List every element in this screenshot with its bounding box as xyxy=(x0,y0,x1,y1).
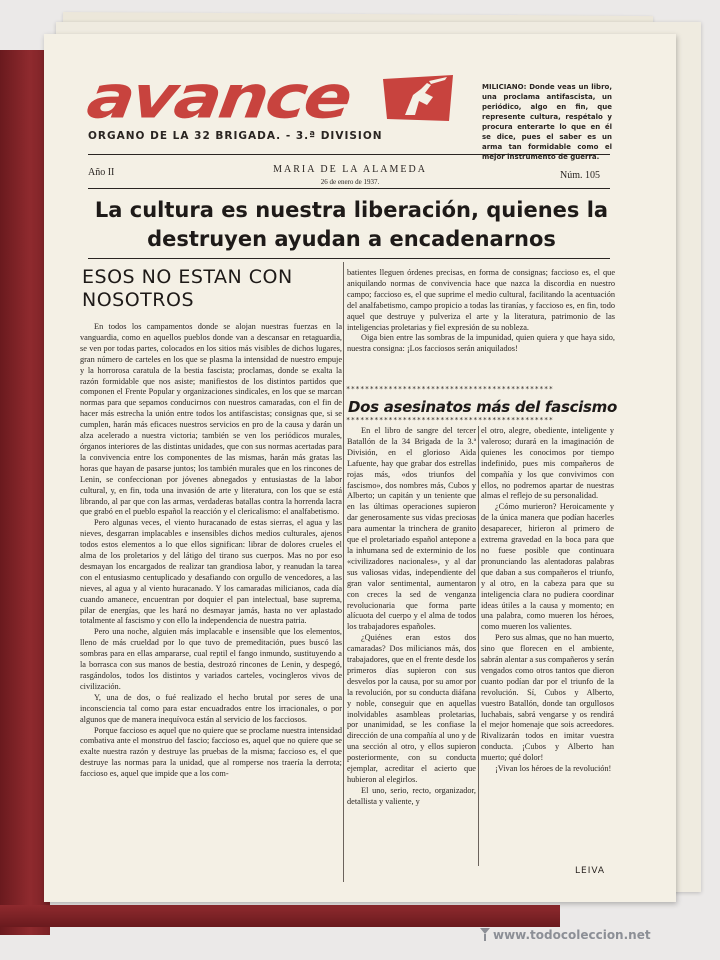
article2-title: Dos asesinatos más del fascismo xyxy=(348,398,617,416)
watermark-logo-icon xyxy=(478,926,492,942)
column-divider xyxy=(343,262,344,882)
author-signature: LEIVA xyxy=(575,866,606,876)
masthead-note: MILICIANO: Donde veas un libro, una proclama antifascista, un periódico, algo en fin, que represente cultura, respétalo y procura enterarte lo que en él se dice, pues el saber es un arma tan formidable como el mejor instrumento de guerra. xyxy=(482,83,612,161)
star-separator: ******************************************** xyxy=(346,385,554,393)
main-headline: La cultura es nuestra liberación, quienes la destruyen ayudan a encadenarnos xyxy=(94,198,609,251)
dateline-number: Núm. 105 xyxy=(560,170,600,181)
article1-paragraph: Y, una de dos, o fué realizado el hecho brutal por seres de una inconsciencia tal como para estar encuadrados entre los irracionales, o por algunos que de manera inequívoca están al servicio de los facciosos. xyxy=(80,692,342,724)
article2-paragraph: El uno, serio, recto, organizador, detallista y valiente, y xyxy=(347,785,476,806)
watermark-text: www.todocoleccion.net xyxy=(493,928,651,942)
article1-continuation xyxy=(347,268,615,355)
dateline-date: 26 de enero de 1937. xyxy=(320,178,380,186)
dateline-top-rule xyxy=(88,154,610,155)
article2-column-a xyxy=(347,426,476,808)
dateline-place: MARIA DE LA ALAMEDA xyxy=(273,164,427,175)
article1-body xyxy=(80,322,342,780)
column-divider xyxy=(478,426,479,866)
article1-paragraph: Pero algunas veces, el viento huracanado de estas sierras, el agua y las nieves, desgarran implacables e insensibles dichos medios culturales, ajenos todos estos elementos a lo que ellos significan: librar de dolores crueles el alma de los proletarios y del látigo del tirano sus cuerpos. Mas no por eso desmayan los encargados de realizar tan grandiosa labor, y reanudan la tarea con el entusiasmo centuplicado y desafiando con orgullo de vencedores, a las nieves, al agua y al viento huracanado. Y los camaradas milicianos, cada día cuando amanece, encuentran por doquier el pan intelectual, base suprema, pilar de energías, que les hará no desmayar jamás, hasta no ver aplastado totalmente al fascismo y con ello la independencia de nuestra patria. xyxy=(80,518,342,626)
binder-edge xyxy=(0,905,560,927)
article1-title: ESOS NO ESTAN CON NOSOTROS xyxy=(82,266,293,311)
star-separator: ******************************************** xyxy=(346,416,554,424)
article2-column-b xyxy=(481,426,614,775)
masthead-logo: avance xyxy=(83,62,354,132)
dateline-year: Año II xyxy=(88,167,115,178)
headline-rule xyxy=(88,258,610,259)
soldier-emblem-icon xyxy=(383,75,453,121)
article1-paragraph: En todos los campamentos donde se alojan nuestras fuerzas en la vanguardia, como en aquellos pueblos donde van a descansar en retaguardia, se ven por todas partes, colocados en los sitios más visibles de dichos lugares, gran número de carteles en los que se plasma la intensidad de nuestro empuje y la horrorosa caratula de la bestia fascista; proclamas, donde se exalta la razón formidable que nos asiste; manifiestos de los distintos partidos que componen el Frente Popular y organizaciones sindicales, en los que se marcan normas para que sepamos conducirnos con nuestros camaradas, con el fin de hacer más estrecha la unión entre todos los antifascistas; consignas que, si se cumplen, harán más eficaces nuestros servicios en pro de la causa y darán un alza acelerado a nuestra victoria; también se ven los periódicos murales, órganos interiores de las distintas unidades, que con sus normas acertadas para la convivencia entre los componentes de las mismas, harán más gratas las horas que hayan de pasarse juntos; los también murales que en los rincones de Lenin, se confeccionan por jóvenes abnegados y entusiastas de la labor cultural, y, en fin, toda una invasión de arte y literatura, con los que se está librando, al par que con las armas, verdaderas batallas contra la horrenda lacra que grabó en el pueblo español la reacción y el clericalismo: el analfabetismo. xyxy=(80,322,342,517)
dateline-bottom-rule xyxy=(88,188,610,189)
article1-continued-text: batientes lleguen órdenes precisas, en forma de consignas; faccioso es, el que aniquilando normas de convivencia hace que nazca la discordia en nuestro campo; faccioso es, el que suprime el medio cultural, facilitando la acentuación del analfabetismo, campo propicio a todas las tiranías, y faccioso es, en fin, todo aquel que destruye y pulveriza el arte y la literatura, patrimonio de las inteligencias proletarias y fiel expresión de su nobleza. xyxy=(347,268,615,332)
article2-paragraph: ¡Vivan los héroes de la revolución! xyxy=(495,764,612,774)
article2-paragraph: el otro, alegre, obediente, inteligente y valeroso; durará en la imaginación de quienes les conocimos por tiempo indefinido, pues mis compañeros de compañía y los que convivimos con ellos, no podremos apartar de nuestras almas el reflejo de su personalidad. xyxy=(481,426,614,501)
article2-paragraph: En el libro de sangre del tercer Batallón de la 34 Brigada de la 3.ª División, en el glorioso Aida Lafuente, hay que grabar dos estrellas rojas más, «dos triunfos del fascismo», dos nombres más, Cubos y Alberto; un capitán y un teniente que en las últimas operaciones supieron dar generosamente sus vidas preciosas para aumentar la trinchera de granito que el proletariado español antepone a la inhumana sed de exterminio de los «civilizadores nacionales», y al dar sus valiosas vidas, independiente del gran valor sentimental, aumentaron con creces la sed de venganza revolucionaria que forma parte alícuota del cuerpo y el alma de todos los trabajadores españoles. xyxy=(347,426,476,632)
article2-paragraph: Pero sus almas, que no han muerto, sino que florecen en el ambiente, sabrán alentar a sus compañeros y serán vengados como otros tantos que dieron cuanto podían dar por el triunfo de la revolución. Sí, Cubos y Alberto, vuestro Batallón, donde tan orgullosos luchabais, sabrá vengarse y os rendirá el mejor homenaje que sois acreedores. Rivalizarán todos en imitar vuestra conducta. ¡Cubos y Alberto han muerto; qué dolor! xyxy=(481,633,614,763)
article1-closing: Oiga bien entre las sombras de la impunidad, quien quiera y que haya sido, nuestra consigna: ¡Los facciosos serán aniquilados! xyxy=(347,333,615,354)
binder-spine xyxy=(0,50,50,935)
article1-paragraph: Pero una noche, alguien más implacable e insensible que los elementos, lleno de más crueldad por lo que tuvo de premeditación, pues buscó las sombras para en ellas ampararse, cual reptil el fango inmundo, sustituyendo a la borrasca con sus manos de bestia, destrozó rincones de Lenin, y despegó, rasgándolos, todos los distintos y variados carteles, vocingleros vivos de civilización. xyxy=(80,627,342,691)
article1-paragraph: Porque faccioso es aquel que no quiere que se proclame nuestra intensidad combativa ante el monstruo del fascio; faccioso es, aquel que no quiere que se exalte nuestra razón y destruye las pruebas de la misma; faccioso es, el que destruye las normas para la unidad, que al romperse nos traería la derrota; faccioso es, aquel que impide que a los com- xyxy=(80,725,342,779)
masthead-subtitle: ORGANO DE LA 32 BRIGADA. - 3.ª DIVISION xyxy=(88,130,383,142)
article2-paragraph: ¿Cómo murieron? Heroicamente y de la única manera que podían hacerles desaparecer, hirieron al primero de extrema gravedad en la boca para que no fuese posible que continuara pronunciando las alentadoras palabras que daban a sus compañeros el triunfo, y al otro, en la cabeza para que su inteligencia clara no pudiera coordinar ideas útiles a la causa y momento; en una palabra, como mueren los héroes, como mueren los valientes. xyxy=(481,502,614,632)
article2-paragraph: ¿Quiénes eran estos dos camaradas? Dos milicianos más, dos trabajadores, que en el frente desde los primeros días supieron con sus desvelos por la causa, por su amor por la revolución, por su conducta diáfana y noble, conseguir que en aquellas inolvidables asambleas proletarias, por unanimidad, se les confiase la dirección de una compañía al uno y de una sección al otro, y ellos supieron posteriormente, con su conducta ejemplar, acreditar el acierto que hubieron al elegirlos. xyxy=(347,633,476,784)
